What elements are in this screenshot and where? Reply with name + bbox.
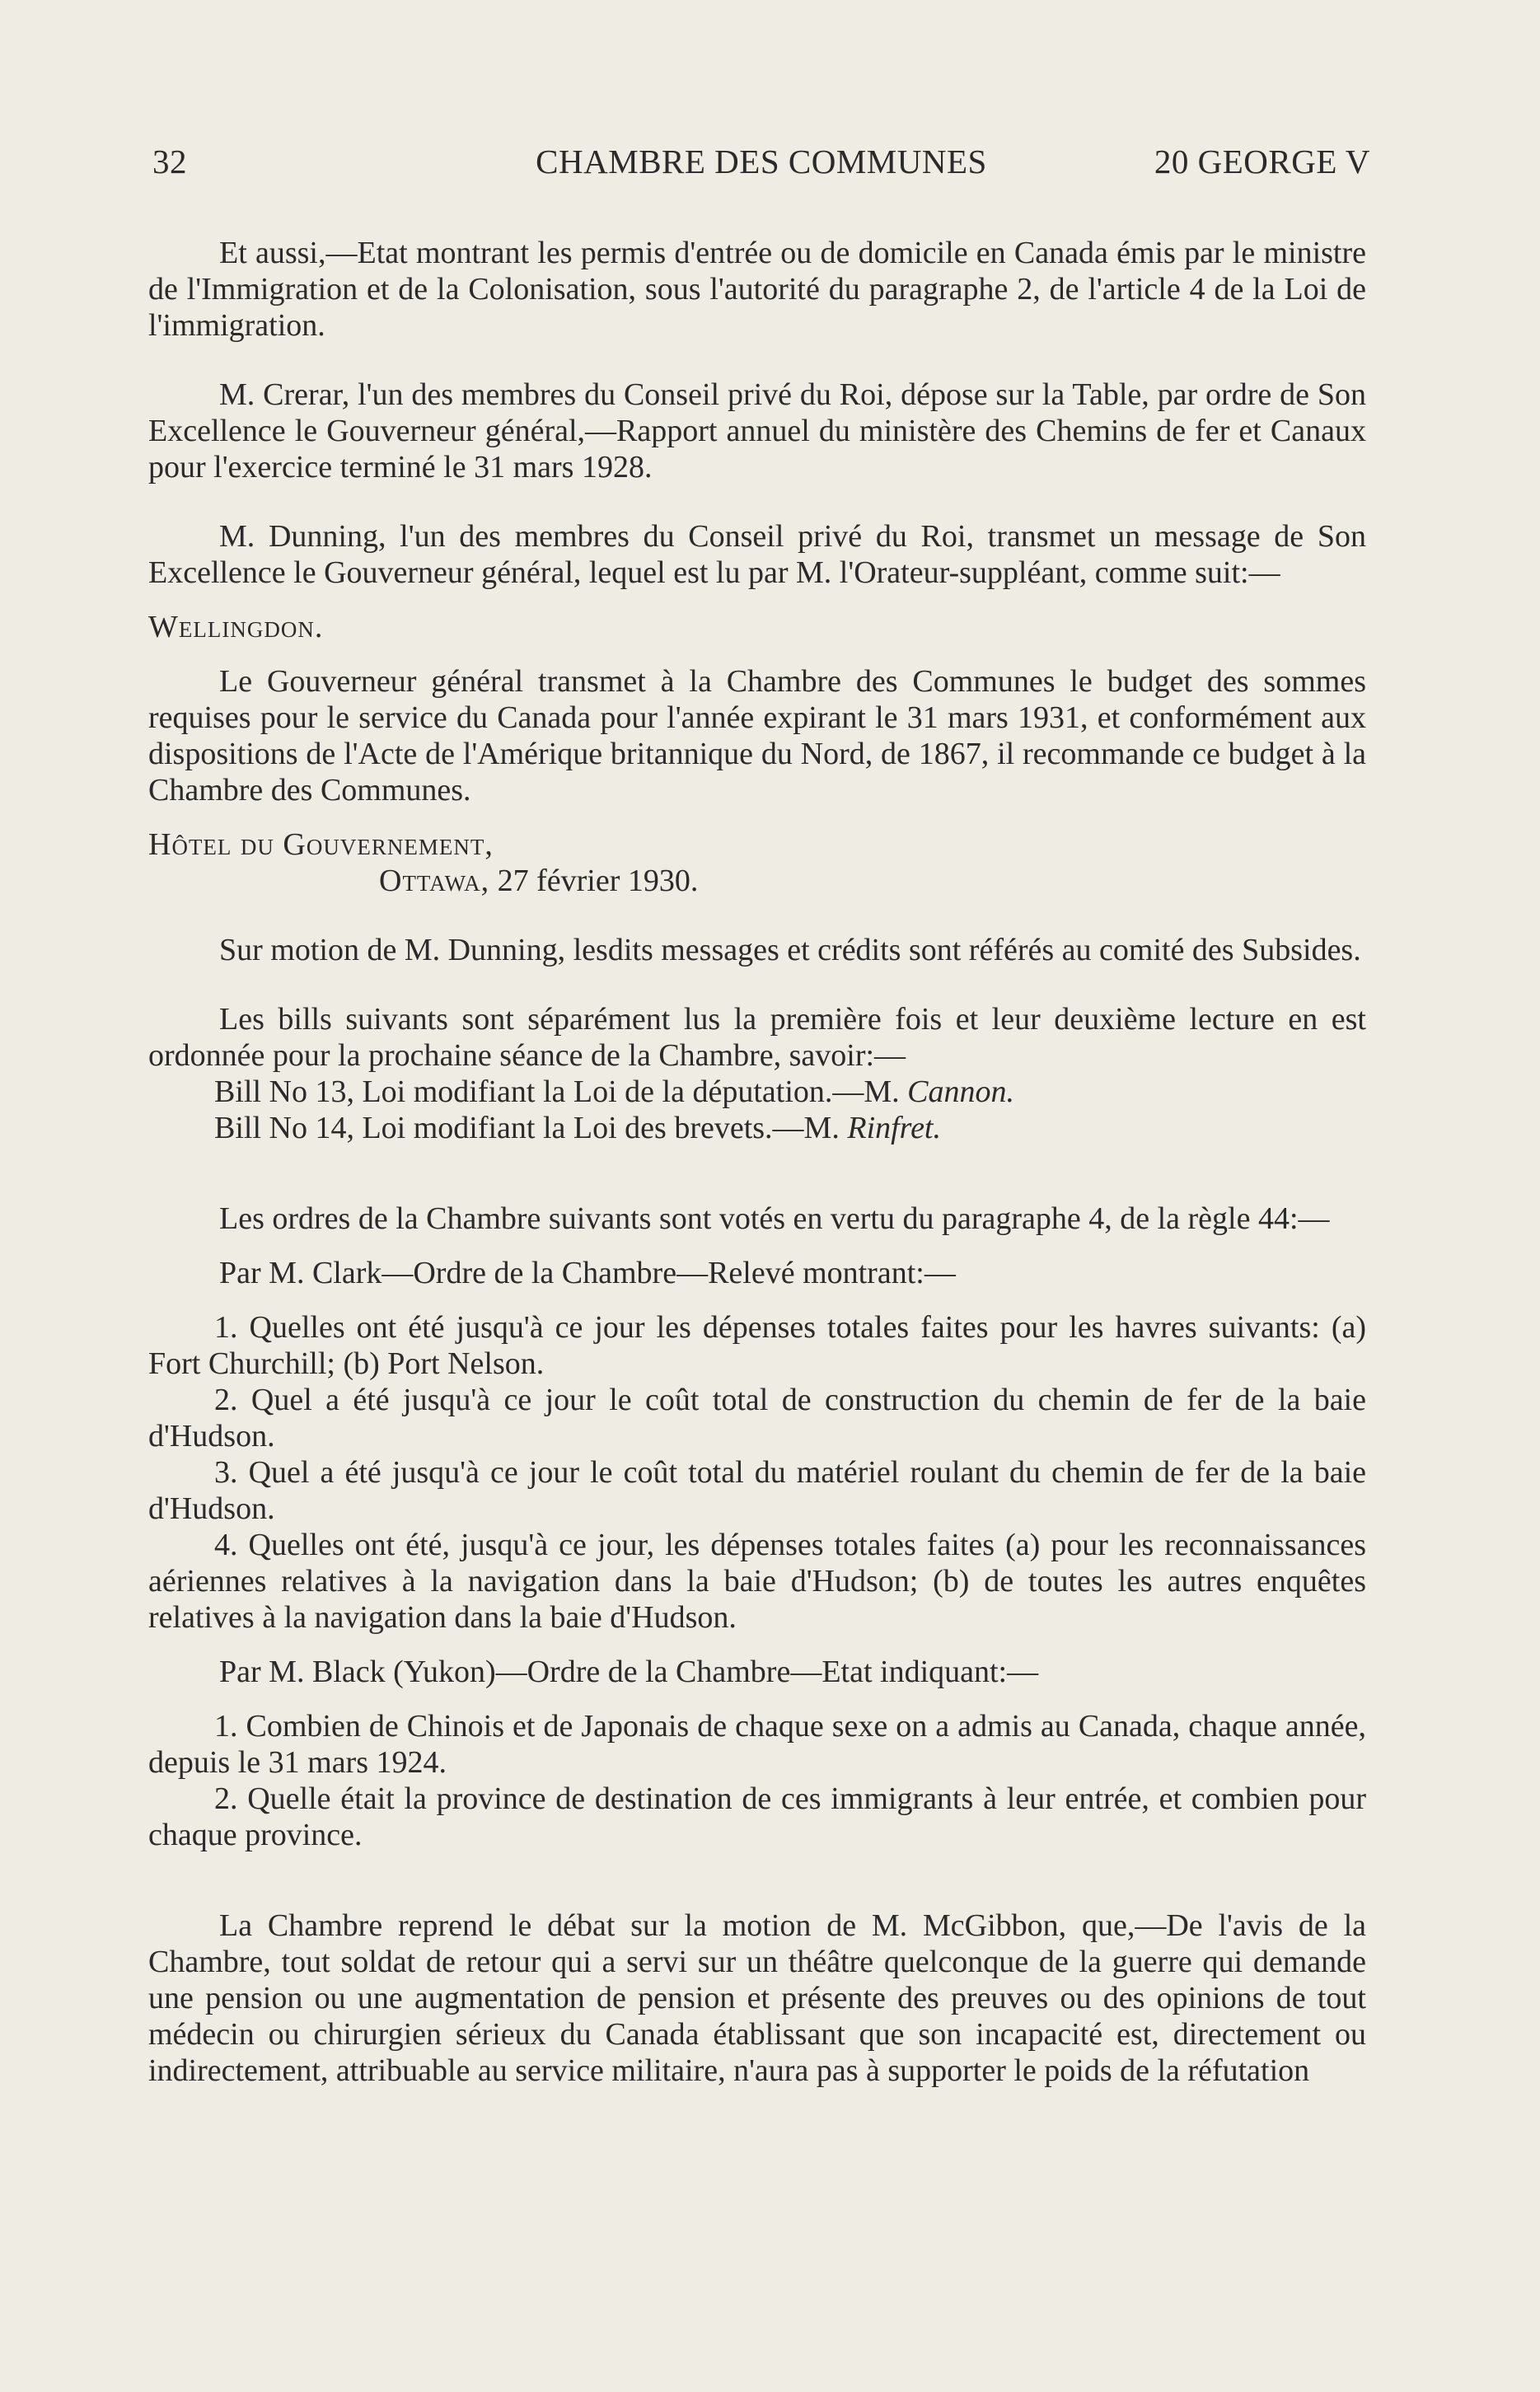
paragraph-subsides: Sur motion de M. Dunning, lesdits messages et crédits sont référés au comité des Subsides. <box>219 933 1361 967</box>
page-number: 32 <box>152 143 187 180</box>
paragraph-bills: Les bills suivants sont séparément lus la première fois et leur deuxième lecture en est ordonnée pour la prochaine séance de la Chambre, savoir:— <box>148 1002 1366 1073</box>
page-body <box>148 235 1366 2089</box>
signature-wellingdon: Wellingdon. <box>148 610 324 644</box>
bill-14 <box>148 1110 1366 1146</box>
clark-question-3: 3. Quel a été jusqu'à ce jour le coût total du matériel roulant du chemin de fer de la baie d'Hudson. <box>148 1455 1366 1526</box>
regnal-year: 20 GEORGE V <box>1154 143 1370 180</box>
clark-question-1: 1. Quelles ont été jusqu'à ce jour les dépenses totales faites pour les havres suivants: (a) Fort Churchill; (b) Port Nelson. <box>148 1310 1366 1381</box>
paragraph-budget: Le Gouverneur général transmet à la Chambre des Communes le budget des sommes requises pour le service du Canada pour l'année expirant le 31 mars 1931, et conformément aux dispositions de l'Acte de l'Amérique britannique du Nord, de 1867, il recommande ce budget à la Chambre des Communes. <box>148 664 1366 807</box>
city: Ottawa, <box>379 864 490 898</box>
page-title: CHAMBRE DES COMMUNES <box>536 143 987 180</box>
black-question-2: 2. Quelle était la province de destination de ces immigrants à leur entrée, et combien pour chaque province. <box>148 1781 1366 1852</box>
date: 27 février 1930. <box>497 864 699 898</box>
page-header <box>152 142 1370 191</box>
paragraph-permis: Et aussi,—Etat montrant les permis d'entrée ou de domicile en Canada émis par le ministre de l'Immigration et de la Colonisation, sous l'autorité du paragraphe 2, de l'article 4 de la Loi de l'immigration. <box>148 236 1366 343</box>
clark-question-2: 2. Quel a été jusqu'à ce jour le coût total de construction du chemin de fer de la baie d'Hudson. <box>148 1383 1366 1453</box>
bill-13-text: Bill No 13, Loi modifiant la Loi de la députation.—M. <box>214 1074 900 1109</box>
clark-intro: Par M. Clark—Ordre de la Chambre—Relevé montrant:— <box>219 1256 956 1290</box>
paragraph-mcgibbon: La Chambre reprend le débat sur la motion de M. McGibbon, que,—De l'avis de la Chambre, tout soldat de retour qui a servi sur un théâtre quelconque de la guerre qui demande une pension ou une augmentation de pension et présente des preuves ou des opinions de tout médecin ou chirurgien sérieux du Canada établissant que son incapacité est, directement ou indirectement, attribuable au service militaire, n'aura pas à supporter le poids de la réfutation <box>148 1908 1366 2088</box>
paragraph-ordres: Les ordres de la Chambre suivants sont votés en vertu du paragraphe 4, de la règle 44:— <box>219 1201 1330 1236</box>
paragraph-dunning-message: M. Dunning, l'un des membres du Conseil privé du Roi, transmet un message de Son Excellence le Gouverneur général, lequel est lu par M. l'Orateur-suppléant, comme suit:— <box>148 519 1366 590</box>
clark-question-4: 4. Quelles ont été, jusqu'à ce jour, les dépenses totales faites (a) pour les reconnaissances aériennes relatives à la navigation dans la baie d'Hudson; (b) de toutes les autres enquêtes relatives à la navigation dans la baie d'Hudson. <box>148 1528 1366 1635</box>
bill-14-text: Bill No 14, Loi modifiant la Loi des brevets.—M. <box>214 1111 840 1145</box>
place-line: Hôtel du Gouvernement, <box>148 827 494 862</box>
paragraph-crerar: M. Crerar, l'un des membres du Conseil privé du Roi, dépose sur la Table, par ordre de Son Excellence le Gouverneur général,—Rapport annuel du ministère des Chemins de fer et Canaux pour l'exercice terminé le 31 mars 1928. <box>148 377 1366 484</box>
bill-14-sponsor: Rinfret. <box>847 1111 941 1145</box>
bill-13-sponsor: Cannon. <box>907 1074 1015 1109</box>
black-intro: Par M. Black (Yukon)—Ordre de la Chambre—Etat indiquant:— <box>219 1655 1039 1689</box>
black-question-1: 1. Combien de Chinois et de Japonais de chaque sexe on a admis au Canada, chaque année, depuis le 31 mars 1924. <box>148 1709 1366 1780</box>
date-line <box>148 863 1366 899</box>
bill-13 <box>148 1074 1366 1110</box>
